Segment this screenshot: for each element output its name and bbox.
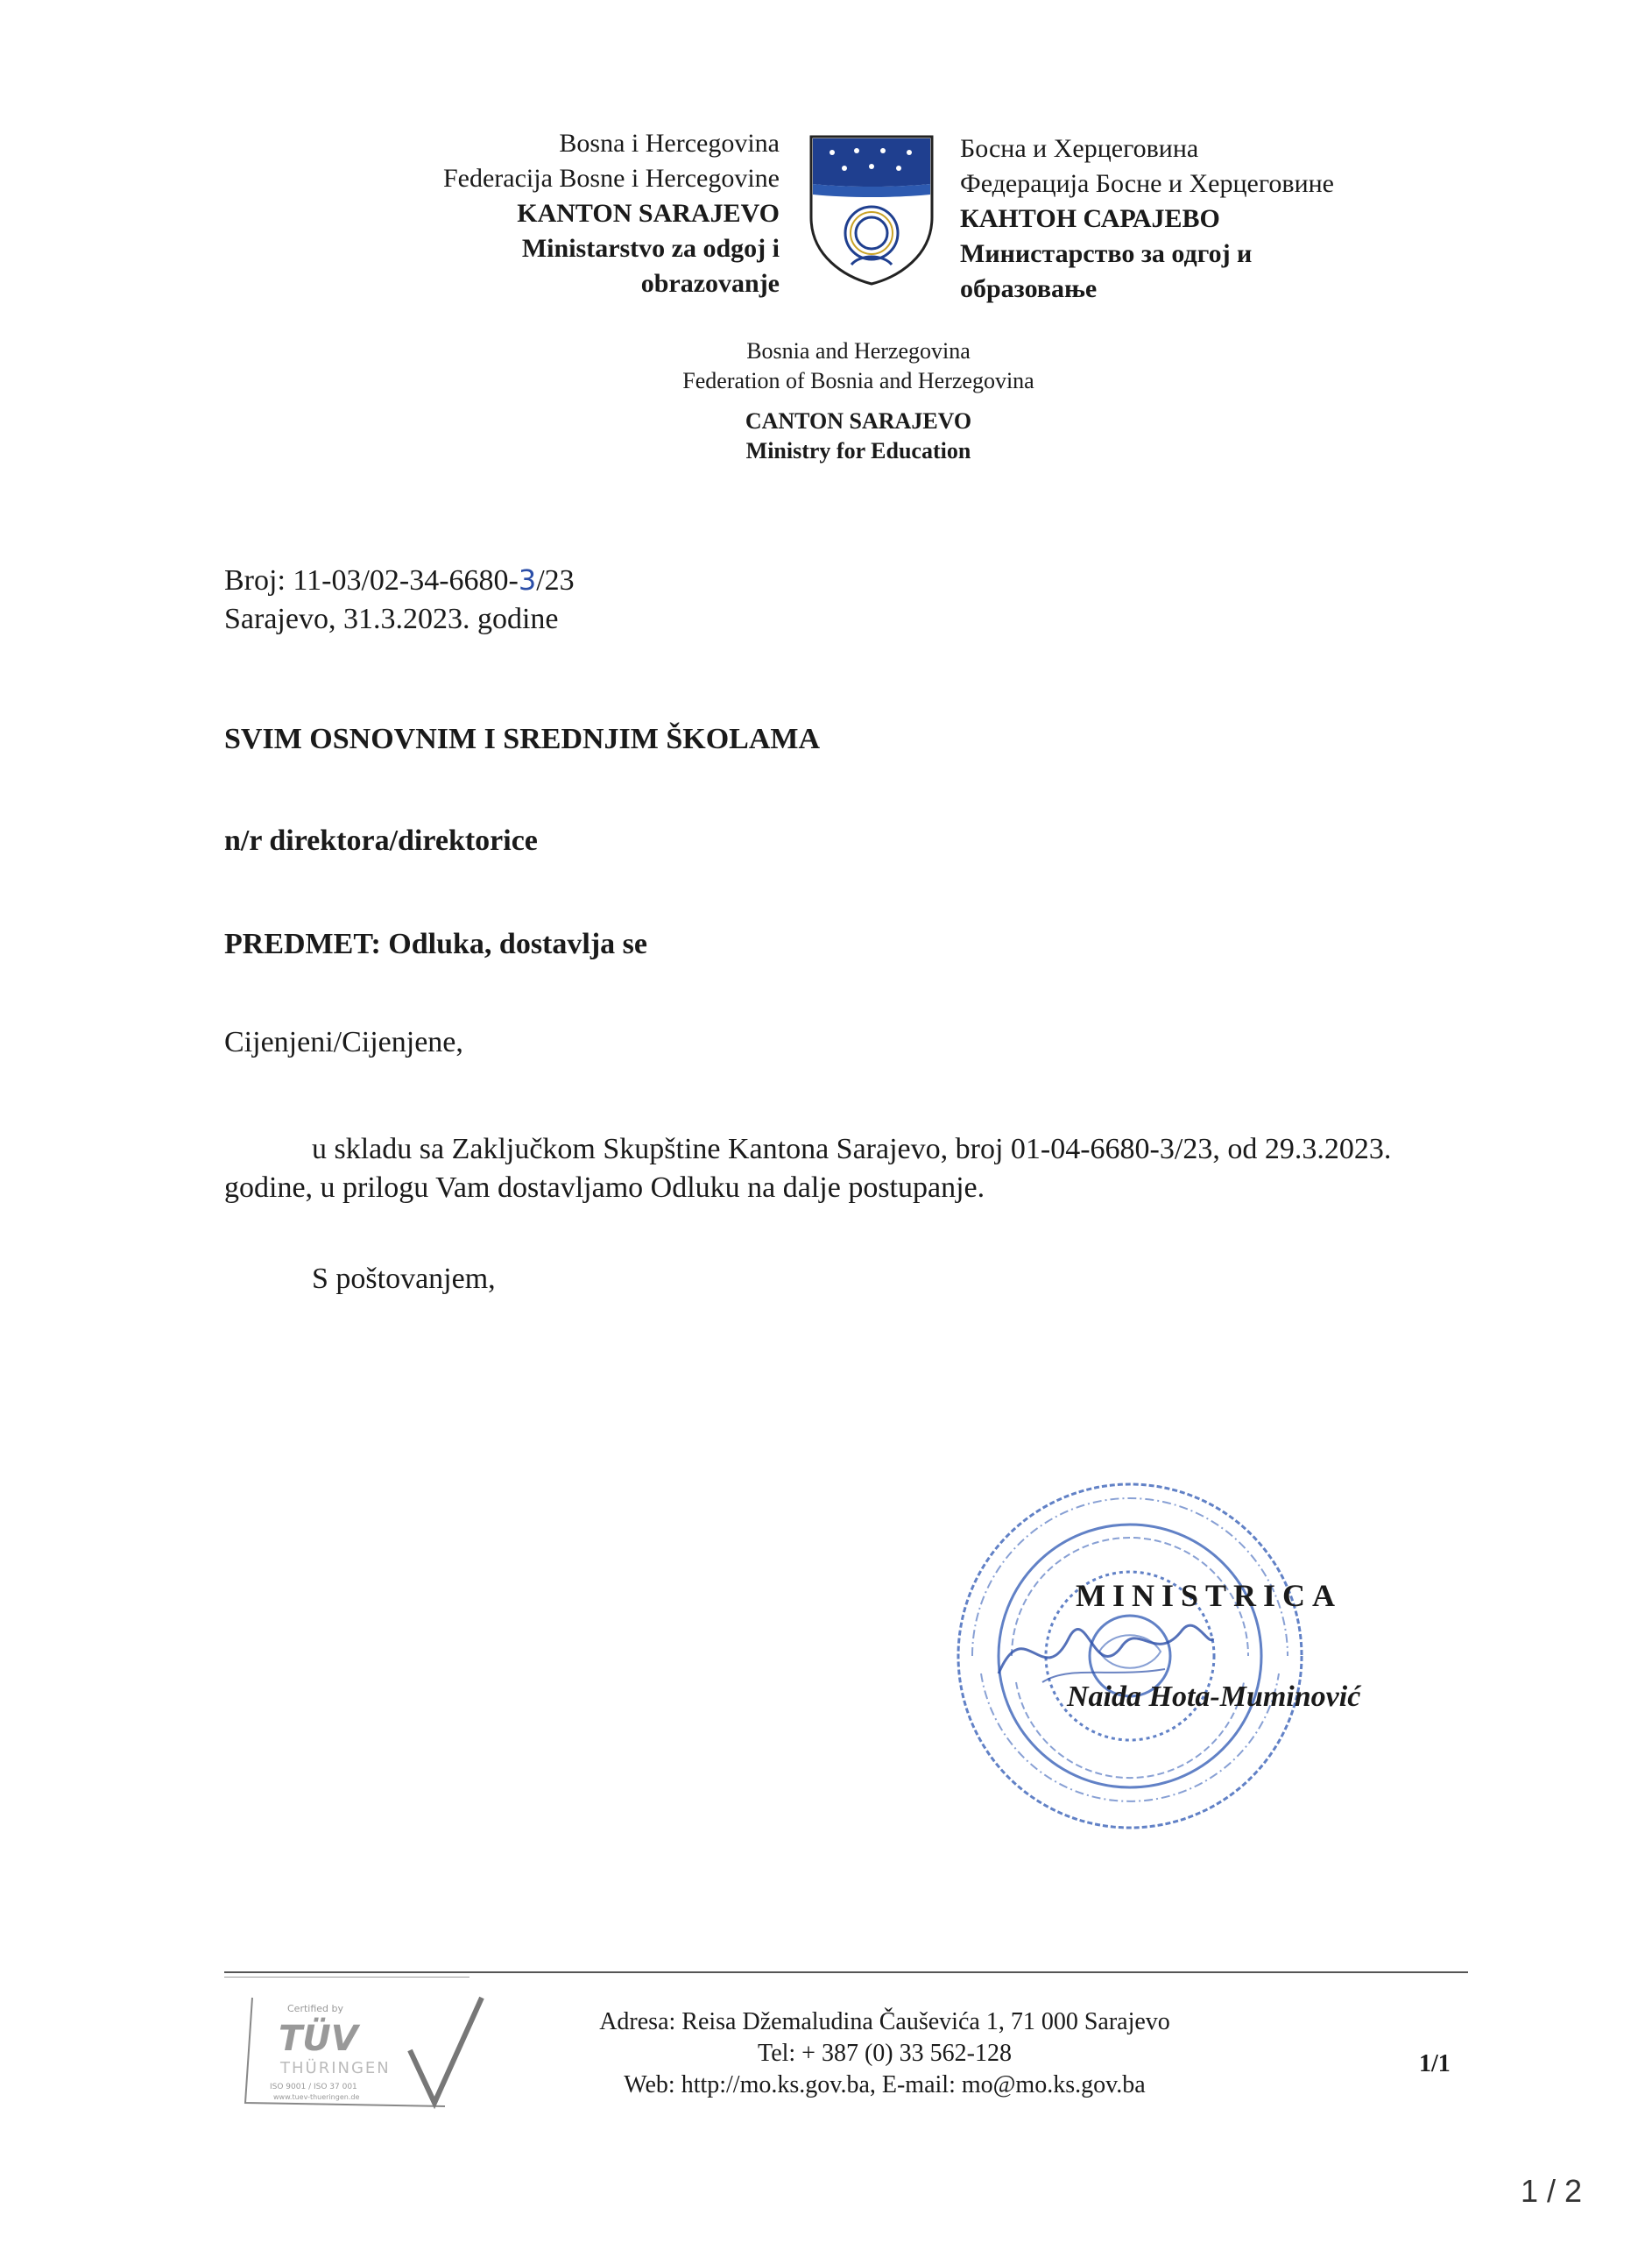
recipient: SVIM OSNOVNIM I SREDNJIM ŠKOLAMA bbox=[224, 723, 821, 755]
reference-number-handwritten: 3 bbox=[518, 563, 537, 597]
footer-contact bbox=[526, 2006, 1244, 2101]
footer-divider bbox=[224, 1971, 1468, 1973]
header-english-country: Bosnia and Herzegovina bbox=[746, 338, 971, 364]
closing: S poštovanjem, bbox=[312, 1263, 496, 1295]
body-paragraph bbox=[224, 1130, 1486, 1207]
header-cyrillic-country: Босна и Херцеговина bbox=[960, 134, 1199, 163]
reference-date: Sarajevo, 31.3.2023. godine bbox=[224, 603, 559, 635]
header-cyrillic-ministry-2: образовање bbox=[960, 274, 1098, 303]
subject-line: PREDMET: Odluka, dostavlja se bbox=[224, 928, 647, 960]
tuv-thuringen-certification-logo-icon bbox=[235, 1989, 489, 2120]
attention-line: n/r direktora/direktorice bbox=[224, 824, 538, 857]
header-english-block bbox=[613, 336, 1104, 466]
signatory-title: MINISTRICA bbox=[1076, 1578, 1343, 1613]
svg-text:www.tuev-thueringen.de: www.tuev-thueringen.de bbox=[273, 2093, 360, 2101]
reference-number-suffix: /23 bbox=[536, 564, 575, 597]
signatory-name: Naida Hota-Muminović bbox=[1067, 1680, 1361, 1713]
footer-divider-thin bbox=[224, 1977, 469, 1978]
svg-text:THÜRINGEN: THÜRINGEN bbox=[280, 2059, 391, 2077]
header-latin-ministry-1: Ministarstvo za odgoj i bbox=[521, 234, 780, 263]
header-cyrillic-ministry-1: Министарство за одгој и bbox=[960, 239, 1253, 268]
canton-sarajevo-coat-of-arms-icon bbox=[808, 133, 935, 287]
header-english-federation: Federation of Bosnia and Herzegovina bbox=[682, 368, 1034, 393]
salutation: Cijenjeni/Cijenjene, bbox=[224, 1026, 463, 1058]
document-page-number: 1/1 bbox=[1419, 2050, 1451, 2077]
svg-text:Certified by: Certified by bbox=[287, 2003, 344, 2014]
svg-text:ISO 9001 / ISO 37 001: ISO 9001 / ISO 37 001 bbox=[270, 2083, 357, 2091]
footer-phone: Tel: + 387 (0) 33 562-128 bbox=[758, 2040, 1012, 2067]
header-latin-canton: KANTON SARAJEVO bbox=[517, 199, 780, 228]
reference-number-prefix: Broj: 11-03/02-34-6680- bbox=[224, 564, 519, 597]
body-line-2: godine, u prilogu Vam dostavljamo Odluku na dalje postupanje. bbox=[224, 1171, 985, 1204]
footer-address: Adresa: Reisa Džemaludina Čauševića 1, 71 000 Sarajevo bbox=[599, 2008, 1170, 2035]
reference-number bbox=[224, 561, 575, 600]
footer-web-email: Web: http://mo.ks.gov.ba, E-mail: mo@mo.ks.gov.ba bbox=[624, 2071, 1146, 2098]
header-latin-ministry-2: obrazovanje bbox=[640, 269, 780, 298]
header-english-canton: CANTON SARAJEVO bbox=[745, 408, 972, 434]
header-latin-federation: Federacija Bosne i Hercegovine bbox=[442, 164, 780, 193]
body-line-1: u skladu sa Zaključkom Skupštine Kantona Sarajevo, broj 01-04-6680-3/23, od 29.3.2023. bbox=[312, 1133, 1392, 1165]
reference-block bbox=[224, 561, 575, 639]
header-latin-block bbox=[315, 126, 780, 301]
svg-text:TÜV: TÜV bbox=[279, 2019, 358, 2059]
header-latin-country: Bosna i Hercegovina bbox=[559, 129, 780, 158]
header-cyrillic-canton: КАНТОН САРАЈЕВО bbox=[960, 204, 1220, 233]
header-cyrillic-block bbox=[960, 131, 1451, 307]
header-cyrillic-federation: Федерација Босне и Херцеговине bbox=[960, 169, 1334, 198]
header-english-ministry: Ministry for Education bbox=[745, 438, 971, 463]
viewer-page-indicator: 1 / 2 bbox=[1521, 2173, 1583, 2209]
